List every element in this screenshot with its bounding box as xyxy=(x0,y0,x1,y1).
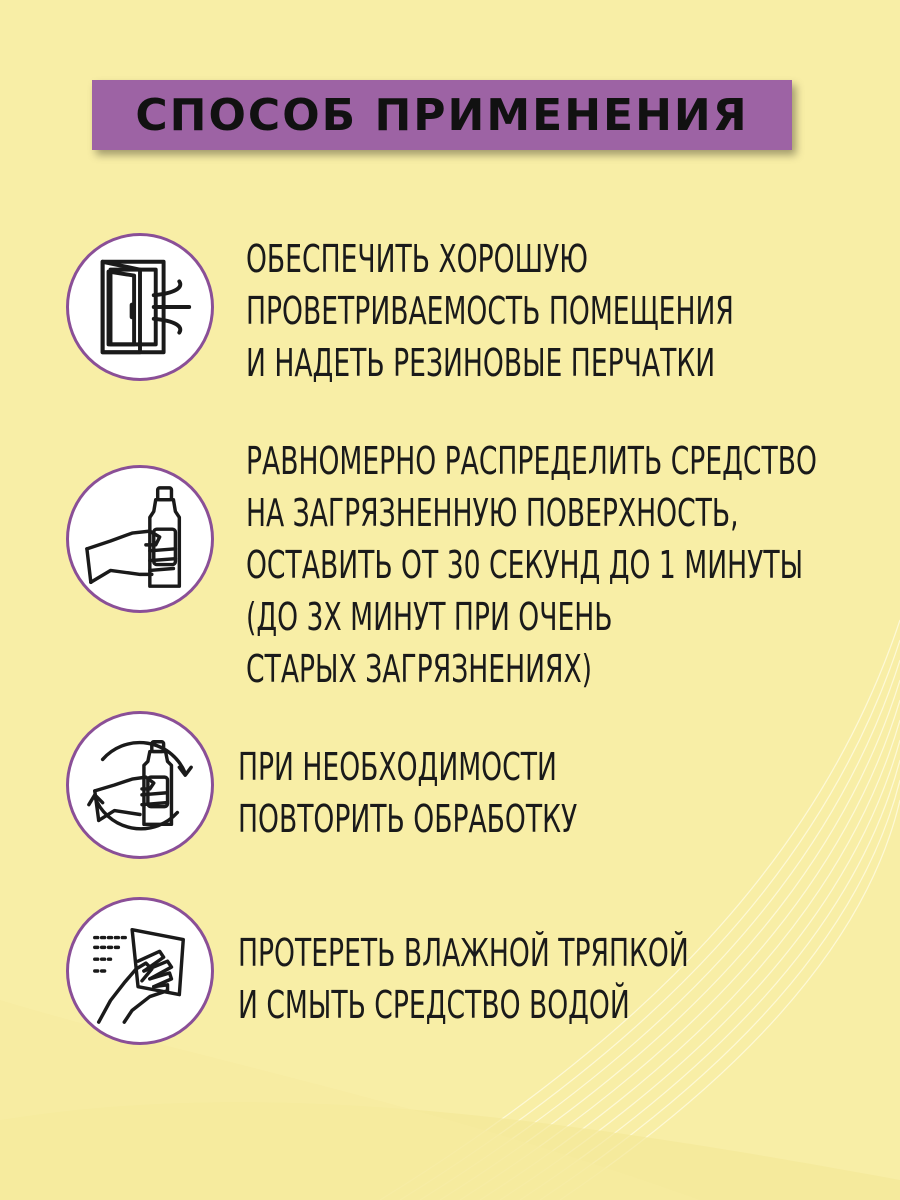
step-text-line: ОСТАВИТЬ ОТ 30 СЕКУНД ДО 1 МИНУТЫ xyxy=(246,543,804,587)
window-ventilation-icon xyxy=(66,233,214,381)
step-text-line: СТАРЫХ ЗАГРЯЗНЕНИЯХ) xyxy=(246,647,593,691)
step-text-line: И НАДЕТЬ РЕЗИНОВЫЕ ПЕРЧАТКИ xyxy=(246,341,716,385)
step-text-line: ПРИ НЕОБХОДИМОСТИ xyxy=(238,745,557,789)
page-title: СПОСОБ ПРИМЕНЕНИЯ xyxy=(135,89,749,141)
step-text-line: ПРОВЕТРИВАЕМОСТЬ ПОМЕЩЕНИЯ xyxy=(246,289,734,333)
gloved-hand-bottle-icon xyxy=(66,465,214,613)
step-text xyxy=(246,435,817,695)
title-banner xyxy=(92,80,792,150)
step-text-line: ОБЕСПЕЧИТЬ ХОРОШУЮ xyxy=(246,237,588,281)
step-text-line: (ДО 3Х МИНУТ ПРИ ОЧЕНЬ xyxy=(246,595,613,639)
step-text-line: ПРОТЕРЕТЬ ВЛАЖНОЙ ТРЯПКОЙ xyxy=(238,931,689,975)
hand-wiping-cloth-icon xyxy=(66,897,214,1045)
step-text-line: И СМЫТЬ СРЕДСТВО ВОДОЙ xyxy=(238,983,630,1027)
step-text-line: ПОВТОРИТЬ ОБРАБОТКУ xyxy=(238,797,578,841)
step-text-line: РАВНОМЕРНО РАСПРЕДЕЛИТЬ СРЕДСТВО xyxy=(246,439,817,483)
step-text xyxy=(238,741,577,845)
repeat-hand-bottle-icon xyxy=(66,711,214,859)
step-text-line: НА ЗАГРЯЗНЕННУЮ ПОВЕРХНОСТЬ, xyxy=(246,491,739,535)
step-text xyxy=(246,233,734,389)
step-text xyxy=(238,927,689,1031)
